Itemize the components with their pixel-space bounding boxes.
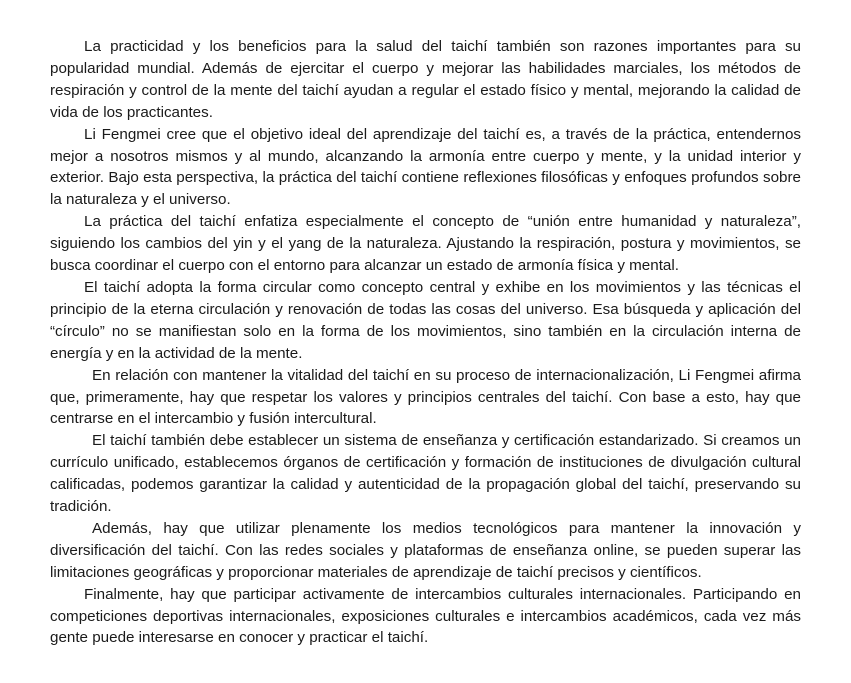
paragraph-internationalization: En relación con mantener la vitalidad del taichí en su proceso de internacionalización, Li Fengmei afirma que, primeramente, hay que respetar los valores y principios centrales del taichí. Con base a esto, hay que centrarse en el intercambio y fusión intercultural. <box>50 366 801 428</box>
paragraph-circular-form: El taichí adopta la forma circular como concepto central y exhibe en los movimientos y las técnicas el principio de la eterna circulación y renovación de todas las cosas del universo. Esa búsqueda y aplicación del “círculo” no se manifiestan solo en la forma de los movimientos, sino también en la circulación interna de energía y en la actividad de la mente. <box>50 278 801 362</box>
paragraph-learning-objective: Li Fengmei cree que el objetivo ideal del aprendizaje del taichí es, a través de la práctica, entendernos mejor a nosotros mismos y al mundo, alcanzando la armonía entre cuerpo y mente, y la unidad interior y exterior. Bajo esta perspectiva, la práctica del taichí contiene reflexiones filosóficas y enfoques profundos sobre la naturaleza y el universo. <box>50 125 801 209</box>
paragraph-practicality-benefits: La practicidad y los beneficios para la salud del taichí también son razones importantes para su popularidad mundial. Además de ejercitar el cuerpo y mejorar las habilidades marciales, los métodos de respiración y control de la mente del taichí ayudan a regular el estado físico y mental, mejorando la calidad de vida de los practicantes. <box>50 38 801 121</box>
paragraph-technology: Además, hay que utilizar plenamente los medios tecnológicos para mantener la innovación y diversificación del taichí. Con las redes sociales y plataformas de enseñanza online, se pueden superar las limitaciones geográficas y proporcionar materiales de aprendizaje de taichí precisos y científicos. <box>50 519 801 581</box>
paragraph-certification-system: El taichí también debe establecer un sistema de enseñanza y certificación estandarizado. Si creamos un currículo unificado, establecemos órganos de certificación y formación de instituciones de divulgación cultural calificadas, podemos garantizar la calidad y autenticidad de la propagación global del taichí, preservando su tradición. <box>50 432 801 516</box>
document-body <box>50 36 801 649</box>
paragraph-cultural-exchange: Finalmente, hay que participar activamente de intercambios culturales internacionales. Participando en competiciones deportivas internacionales, exposiciones culturales e intercambios académicos, cada vez más gente puede interesarse en conocer y practicar el taichí. <box>50 585 801 647</box>
paragraph-humanity-nature: La práctica del taichí enfatiza especialmente el concepto de “unión entre humanidad y naturaleza”, siguiendo los cambios del yin y el yang de la naturaleza. Ajustando la respiración, postura y movimientos, se busca coordinar el cuerpo con el entorno para alcanzar un estado de armonía física y mental. <box>50 213 801 275</box>
